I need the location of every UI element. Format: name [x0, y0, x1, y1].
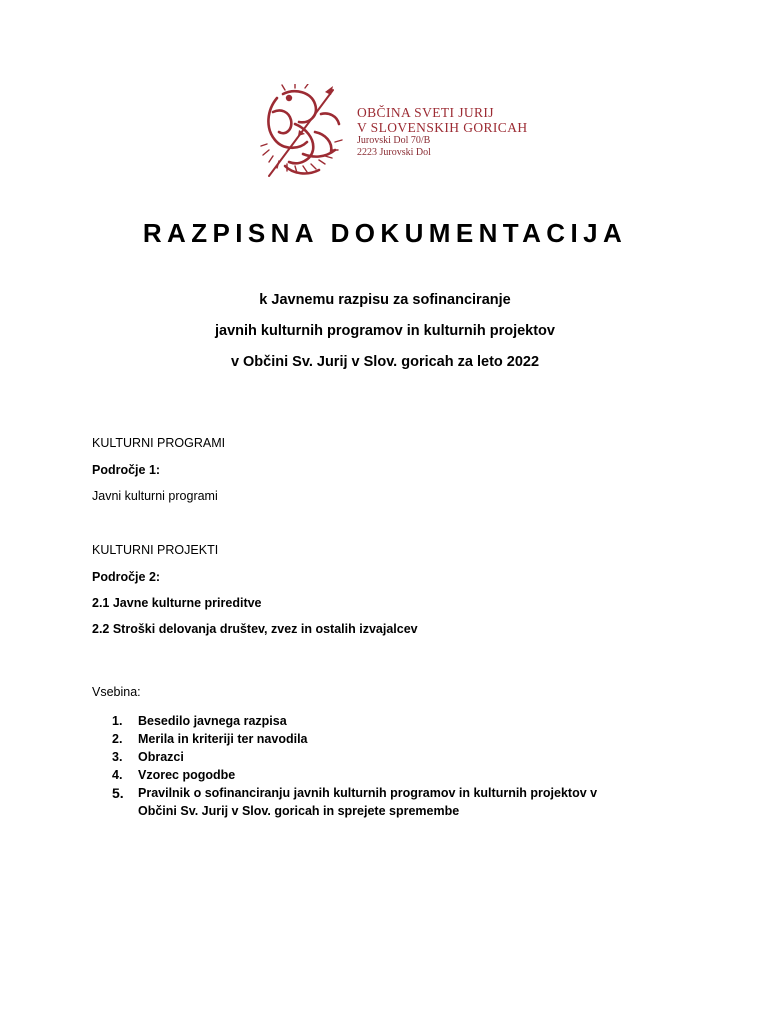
projects-item: 2.1 Javne kulturne prireditve: [92, 596, 262, 610]
subtitle-line1: k Javnemu razpisu za sofinanciranje: [259, 292, 511, 308]
list-item: [112, 748, 597, 766]
subtitle-line3: v Občini Sv. Jurij v Slov. goricah za leto 2022: [230, 354, 540, 370]
contents-list: [112, 712, 597, 820]
programs-heading: KULTURNI PROGRAMI: [92, 436, 226, 450]
list-item-text: Pravilnik o sofinanciranju javnih kulturnih programov in kulturnih projektov v: [138, 786, 598, 800]
municipality-name-line1: OBČINA SVETI JURIJ: [357, 105, 494, 120]
projects-item: 2.2 Stroški delovanja društev, zvez in ostalih izvajalcev: [92, 622, 418, 636]
programs-area-label: Področje 1:: [92, 463, 161, 477]
contents-heading: Vsebina:: [92, 685, 141, 699]
municipality-info: [357, 105, 528, 159]
document-title: RAZPISNA DOKUMENTACIJA: [142, 218, 628, 248]
list-item: [112, 766, 597, 784]
subtitle-line2: javnih kulturnih programov in kulturnih projektov: [215, 323, 555, 339]
address-line2: 2223 Jurovski Dol: [357, 147, 431, 158]
projects-heading: KULTURNI PROJEKTI: [92, 543, 219, 557]
list-item: [112, 712, 597, 730]
document-subtitle: [0, 285, 770, 378]
list-item: [112, 784, 597, 820]
list-item-number: 4.: [112, 768, 123, 782]
projects-area-label: Področje 2:: [92, 570, 161, 584]
list-item-text: Besedilo javnega razpisa: [138, 714, 287, 728]
list-item-number: 5.: [112, 785, 124, 801]
list-item-text: Obrazci: [138, 750, 184, 764]
list-item: [112, 730, 597, 748]
address-line1: Jurovski Dol 70/B: [357, 135, 431, 146]
st-george-dragon-emblem-icon: [255, 84, 351, 180]
list-item-number: 2.: [112, 732, 123, 746]
municipality-name-line2: V SLOVENSKIH GORICAH: [357, 120, 528, 135]
list-item-text: Merila in kriteriji ter navodila: [138, 732, 308, 746]
list-item-text: Vzorec pogodbe: [138, 768, 236, 782]
letterhead: [255, 84, 555, 184]
programs-item: Javni kulturni programi: [92, 489, 218, 503]
list-item-number: 3.: [112, 750, 123, 764]
list-item-number: 1.: [112, 714, 123, 728]
list-item-text-continued: Občini Sv. Jurij v Slov. goricah in sprejete spremembe: [138, 804, 460, 818]
